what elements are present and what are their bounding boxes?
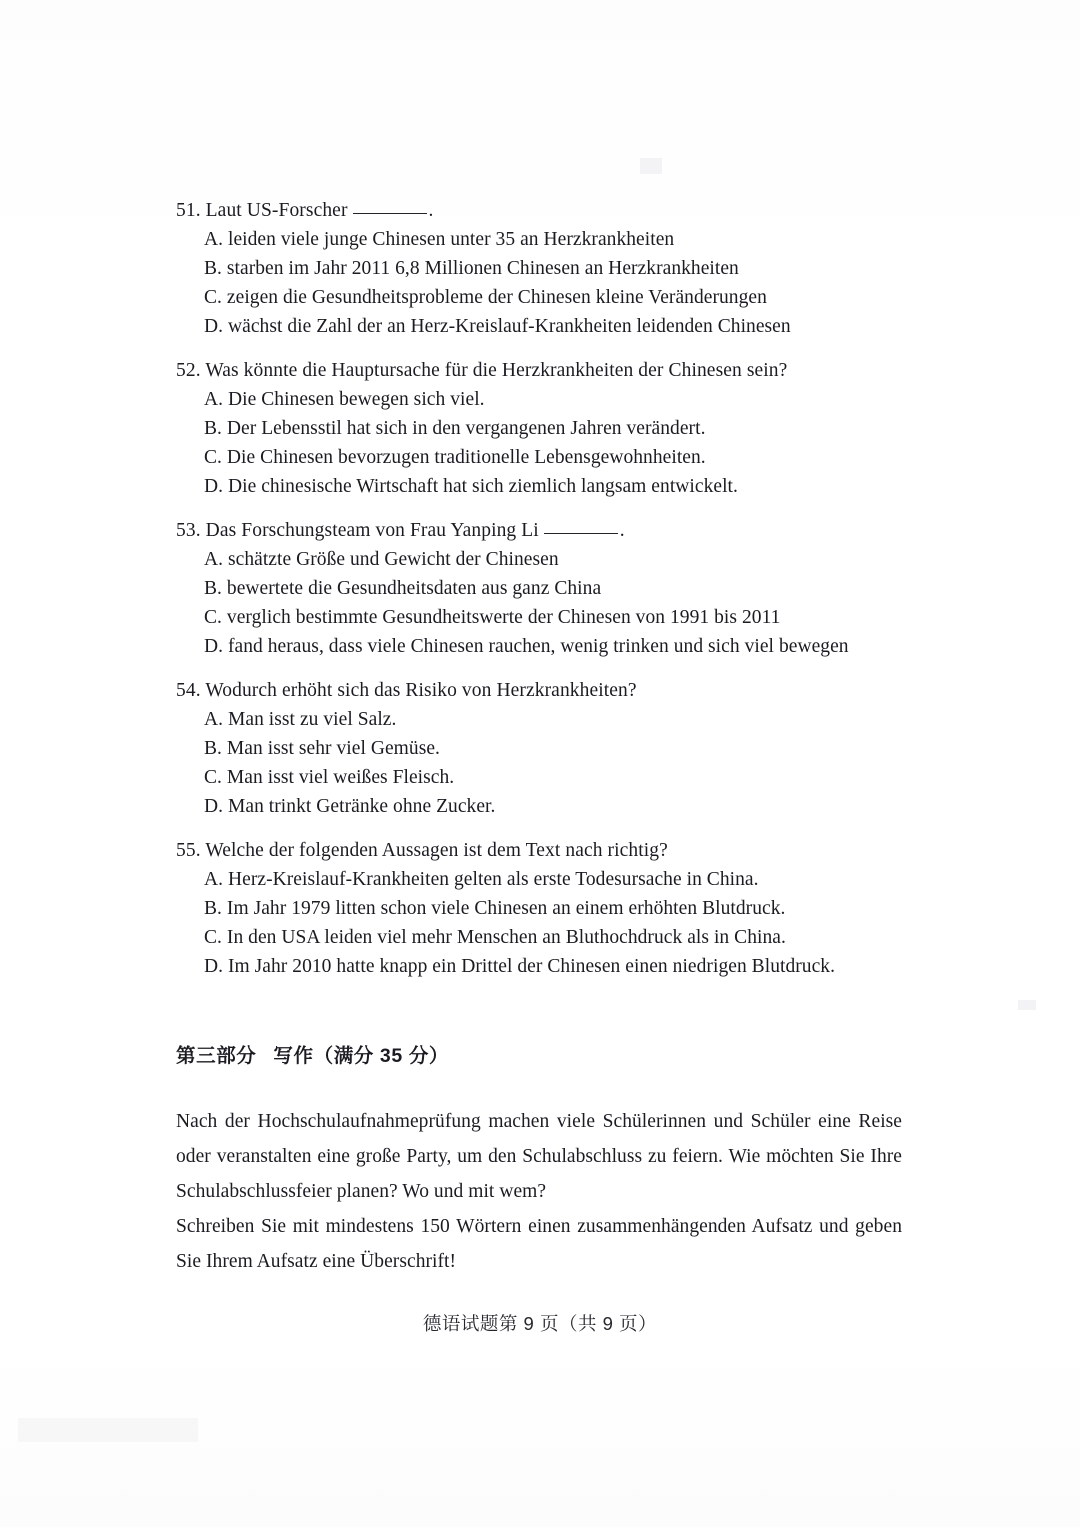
question-number: 55. — [176, 840, 201, 861]
question-53 — [176, 516, 906, 661]
page-footer: 德语试题第 9 页（共 9 页） — [422, 1313, 658, 1334]
question-text: Welche der folgenden Aussagen ist dem Text nach richtig? — [205, 840, 668, 861]
option-c[interactable]: C. In den USA leiden viel mehr Menschen an Bluthochdruck als in China. — [204, 927, 786, 948]
question-54 — [176, 676, 906, 821]
question-stem — [176, 516, 906, 545]
question-52 — [176, 356, 906, 501]
option-c[interactable]: C. Die Chinesen bevorzugen traditionelle Lebensgewohnheiten. — [204, 447, 706, 468]
question-text: Wodurch erhöht sich das Risiko von Herzkrankheiten? — [205, 680, 637, 701]
option-list — [176, 865, 906, 981]
option-a[interactable]: A. schätzte Größe und Gewicht der Chinesen — [204, 549, 559, 570]
option-a[interactable]: A. Man isst zu viel Salz. — [204, 709, 397, 730]
question-stem — [176, 836, 906, 865]
option-list — [176, 385, 906, 501]
question-stem — [176, 676, 906, 705]
option-d[interactable]: D. wächst die Zahl der an Herz-Kreislauf-Krankheiten leidenden Chinesen — [204, 316, 791, 337]
option-list — [176, 545, 906, 661]
option-d[interactable]: D. Im Jahr 2010 hatte knapp ein Drittel der Chinesen einen niedrigen Blutdruck. — [204, 956, 836, 977]
section-part-label: 第三部分 — [176, 1045, 257, 1067]
option-b[interactable]: B. Man isst sehr viel Gemüse. — [204, 738, 440, 759]
option-c[interactable]: C. verglich bestimmte Gesundheitswerte der Chinesen von 1991 bis 2011 — [204, 607, 781, 628]
answer-blank — [353, 199, 427, 214]
answer-blank — [544, 519, 618, 534]
option-a[interactable]: A. Die Chinesen bewegen sich viel. — [204, 389, 485, 410]
option-list — [176, 705, 906, 821]
question-text: Das Forschungsteam von Frau Yanping Li — [205, 520, 539, 541]
option-b[interactable]: B. Der Lebensstil hat sich in den vergangenen Jahren verändert. — [204, 418, 706, 439]
prompt-paragraph-1: Nach der Hochschulaufnahmeprüfung machen viele Schülerinnen und Schüler eine Reise oder veranstalten eine große Party, um den Schulabschluss zu feiern. Wie möchten Sie Ihre Schulabschlussfeier planen? Wo und mit wem? — [176, 1111, 902, 1202]
option-b[interactable]: B. starben im Jahr 2011 6,8 Millionen Chinesen an Herzkrankheiten — [204, 258, 739, 279]
question-text-tail: . — [619, 520, 625, 541]
question-stem — [176, 196, 906, 225]
question-text: Laut US-Forscher — [205, 200, 348, 221]
writing-prompt — [176, 1104, 902, 1279]
question-text: Was könnte die Hauptursache für die Herzkrankheiten der Chinesen sein? — [205, 360, 788, 381]
section-title: 写作（满分 35 分） — [273, 1045, 450, 1067]
option-d[interactable]: D. fand heraus, dass viele Chinesen rauchen, wenig trinken und sich viel bewegen — [204, 636, 849, 657]
option-b[interactable]: B. Im Jahr 1979 litten schon viele Chinesen an einem erhöhten Blutdruck. — [204, 898, 786, 919]
question-text-tail: . — [428, 200, 434, 221]
exam-content — [176, 196, 906, 1279]
option-c[interactable]: C. Man isst viel weißes Fleisch. — [204, 767, 455, 788]
question-number: 54. — [176, 680, 201, 701]
question-55 — [176, 836, 906, 981]
option-c[interactable]: C. zeigen die Gesundheitsprobleme der Chinesen kleine Veränderungen — [204, 287, 767, 308]
question-51 — [176, 196, 906, 341]
option-d[interactable]: D. Die chinesische Wirtschaft hat sich ziemlich langsam entwickelt. — [204, 476, 738, 497]
option-a[interactable]: A. leiden viele junge Chinesen unter 35 an Herzkrankheiten — [204, 229, 675, 250]
prompt-paragraph-2: Schreiben Sie mit mindestens 150 Wörtern einen zusammenhängenden Aufsatz und geben Sie Ihrem Aufsatz eine Überschrift! — [176, 1216, 902, 1272]
question-number: 51. — [176, 200, 201, 221]
question-number: 53. — [176, 520, 201, 541]
option-a[interactable]: A. Herz-Kreislauf-Krankheiten gelten als erste Todesursache in China. — [204, 869, 759, 890]
section-heading — [176, 1042, 906, 1070]
option-d[interactable]: D. Man trinkt Getränke ohne Zucker. — [204, 796, 496, 817]
option-list — [176, 225, 906, 341]
option-b[interactable]: B. bewertete die Gesundheitsdaten aus ganz China — [204, 578, 602, 599]
question-stem — [176, 356, 906, 385]
question-number: 52. — [176, 360, 201, 381]
